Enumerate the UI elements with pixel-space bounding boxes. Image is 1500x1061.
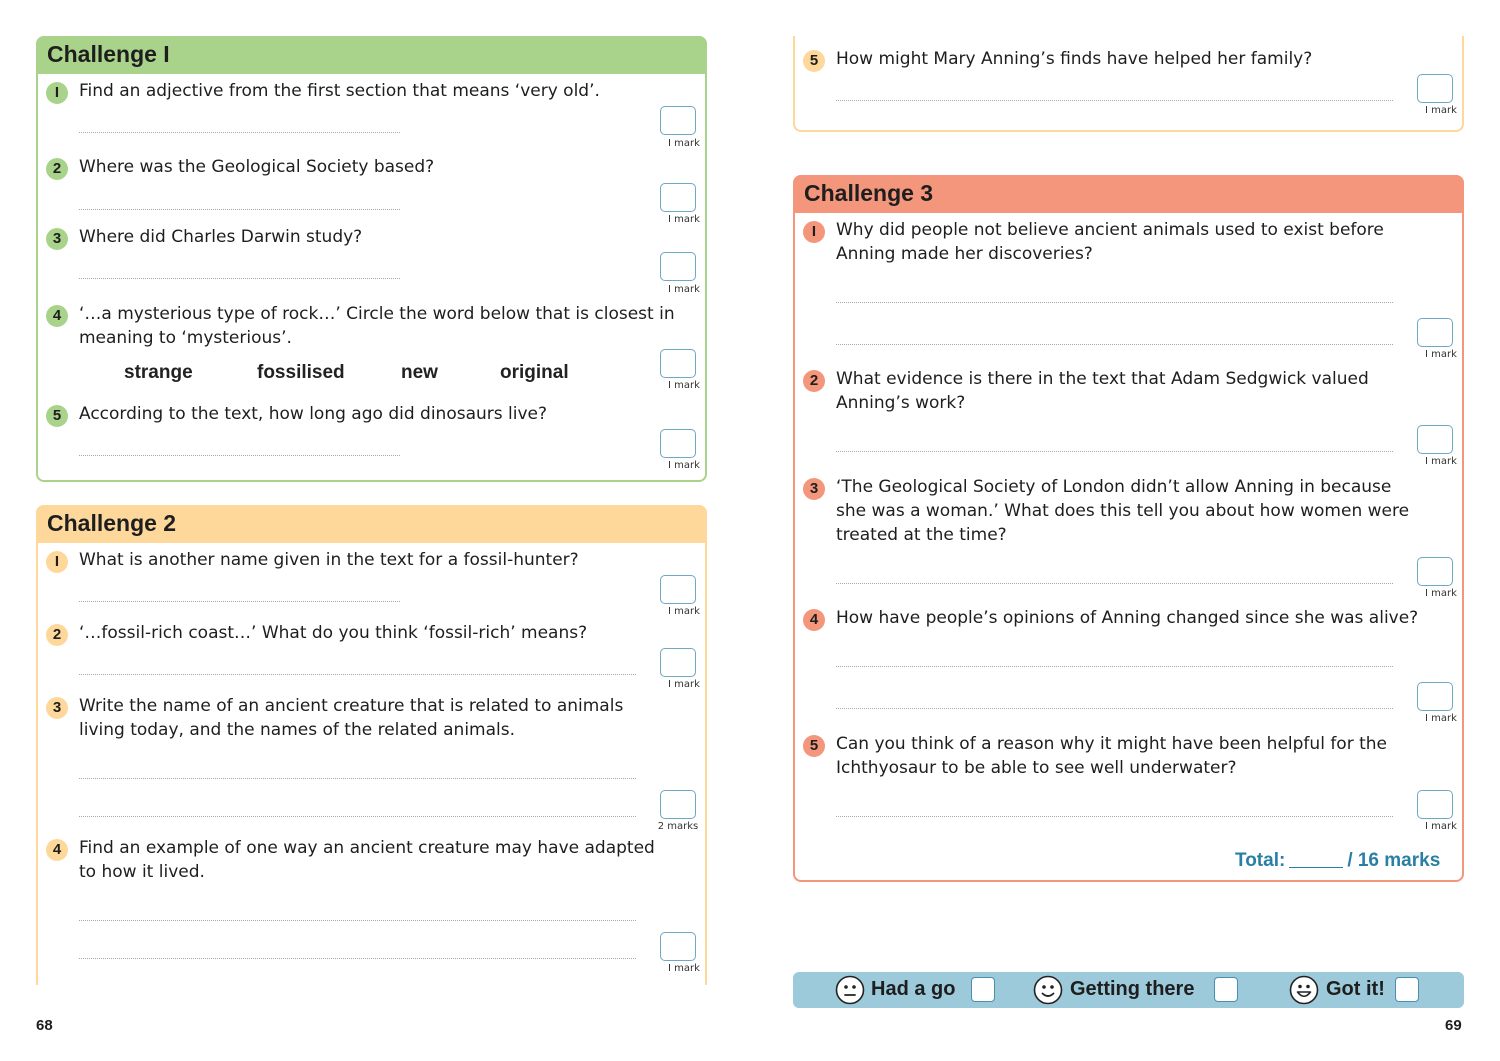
question-number: 2 [46,158,68,180]
question-text-line2: Anning made her discoveries? [836,244,1093,264]
question-text-line2: to how it lived. [79,862,205,882]
question-number: 5 [803,50,825,72]
challenge3-header [793,175,1464,213]
mark-box[interactable] [1417,318,1453,347]
answer-line[interactable] [79,278,400,279]
question-number: 5 [46,405,68,427]
mark-box[interactable] [660,349,696,378]
question-text: How might Mary Anning’s finds have helped her family? [836,49,1313,69]
question-text: According to the text, how long ago did dinosaurs live? [79,404,548,424]
mark-box[interactable] [660,252,696,281]
word-option-strange[interactable]: strange [124,362,193,383]
question-number: 3 [46,228,68,250]
mark-label: I mark [668,460,700,471]
answer-line[interactable] [79,816,636,817]
question-text: Can you think of a reason why it might have been helpful for the [836,734,1387,754]
answer-line[interactable] [79,674,636,675]
mark-label: I mark [1425,349,1457,360]
answer-line[interactable] [79,958,636,959]
mark-box[interactable] [660,932,696,961]
mark-label: I mark [1425,105,1457,116]
question-text: How have people’s opinions of Anning changed since she was alive? [836,608,1419,628]
question-number: 4 [803,609,825,631]
mark-label: I mark [1425,713,1457,724]
mark-label: I mark [668,214,700,225]
question-text: Where was the Geological Society based? [79,157,435,177]
answer-line[interactable] [79,132,400,133]
answer-line[interactable] [836,451,1393,452]
word-option-fossilised[interactable]: fossilised [257,362,345,383]
question-number: 3 [803,478,825,500]
challenge2-title: Challenge 2 [47,510,177,536]
mark-label: I mark [668,380,700,391]
total-label: Total: [1235,850,1286,871]
word-option-new[interactable]: new [401,362,438,383]
mark-box[interactable] [660,183,696,212]
smiling-face-icon [1033,975,1063,1005]
mark-box[interactable] [1417,557,1453,586]
question-number: 3 [46,697,68,719]
question-number: 4 [46,305,68,327]
question-text: Why did people not believe ancient animals used to exist before [836,220,1384,240]
mark-box[interactable] [1417,74,1453,103]
challenge3-title: Challenge 3 [804,180,934,206]
question-number: I [803,221,825,243]
answer-line[interactable] [836,302,1393,303]
question-number: 4 [46,839,68,861]
self-assessment-bar [793,972,1464,1008]
question-number: I [46,82,68,104]
mark-box[interactable] [660,429,696,458]
page-number-left: 68 [36,1017,53,1034]
answer-line[interactable] [79,601,400,602]
question-text: Where did Charles Darwin study? [79,227,363,247]
question-number: 5 [803,735,825,757]
total-out-of: / 16 marks [1347,850,1441,871]
getting-there-checkbox[interactable] [1214,977,1238,1002]
answer-line[interactable] [836,666,1393,667]
question-text: Write the name of an ancient creature that is related to animals [79,696,624,716]
question-text-line2: living today, and the names of the related animals. [79,720,516,740]
question-number: 2 [46,624,68,646]
question-text-line2: meaning to ‘mysterious’. [79,328,292,348]
question-number: 2 [803,370,825,392]
answer-line[interactable] [79,209,400,210]
answer-line[interactable] [836,583,1393,584]
total-blank[interactable] [1289,867,1343,868]
mark-box[interactable] [1417,790,1453,819]
question-text-line2: Anning’s work? [836,393,966,413]
challenge2-header [36,505,707,543]
challenge1-title: Challenge I [47,41,170,67]
mark-label: I mark [668,138,700,149]
mark-box[interactable] [1417,425,1453,454]
question-text: What is another name given in the text for a fossil-hunter? [79,550,579,570]
answer-line[interactable] [836,344,1393,345]
question-text: ‘The Geological Society of London didn’t allow Anning in because [836,477,1392,497]
question-text: What evidence is there in the text that Adam Sedgwick valued [836,369,1369,389]
answer-line[interactable] [836,816,1393,817]
mark-label: I mark [1425,588,1457,599]
mark-box[interactable] [660,790,696,819]
total-marks [1235,850,1440,872]
mark-box[interactable] [660,106,696,135]
page-number-right: 69 [1445,1017,1462,1034]
word-option-original[interactable]: original [500,362,569,383]
question-text-line2: Ichthyosaur to be able to see well underwater? [836,758,1237,778]
question-text: ‘…fossil-rich coast…’ What do you think ‘fossil-rich’ means? [79,623,588,643]
neutral-face-icon [835,975,865,1005]
question-text: Find an example of one way an ancient creature may have adapted [79,838,655,858]
got-it-label: Got it! [1326,978,1385,1000]
mark-box[interactable] [660,648,696,677]
answer-line[interactable] [79,920,636,921]
mark-label: I mark [668,963,700,974]
mark-label: I mark [668,606,700,617]
question-text: ‘…a mysterious type of rock…’ Circle the word below that is closest in [79,304,675,324]
question-text: Find an adjective from the first section that means ‘very old’. [79,81,600,101]
answer-line[interactable] [79,778,636,779]
had-a-go-checkbox[interactable] [971,977,995,1002]
challenge2-panel [36,505,707,985]
question-number: I [46,551,68,573]
mark-label: I mark [668,679,700,690]
answer-line[interactable] [79,455,400,456]
challenge1-header [36,36,707,74]
question-text-line3: treated at the time? [836,525,1007,545]
answer-line[interactable] [836,708,1393,709]
mark-box[interactable] [1417,682,1453,711]
had-a-go-label: Had a go [871,978,956,1000]
answer-line[interactable] [836,100,1393,101]
question-text-line2: she was a woman.’ What does this tell you about how women were [836,501,1410,521]
mark-label: I mark [1425,456,1457,467]
grinning-face-icon [1289,975,1319,1005]
mark-label: I mark [668,284,700,295]
got-it-checkbox[interactable] [1395,977,1419,1002]
getting-there-label: Getting there [1070,978,1195,1000]
mark-label: 2 marks [657,821,699,832]
mark-box[interactable] [660,575,696,604]
mark-label: I mark [1425,821,1457,832]
